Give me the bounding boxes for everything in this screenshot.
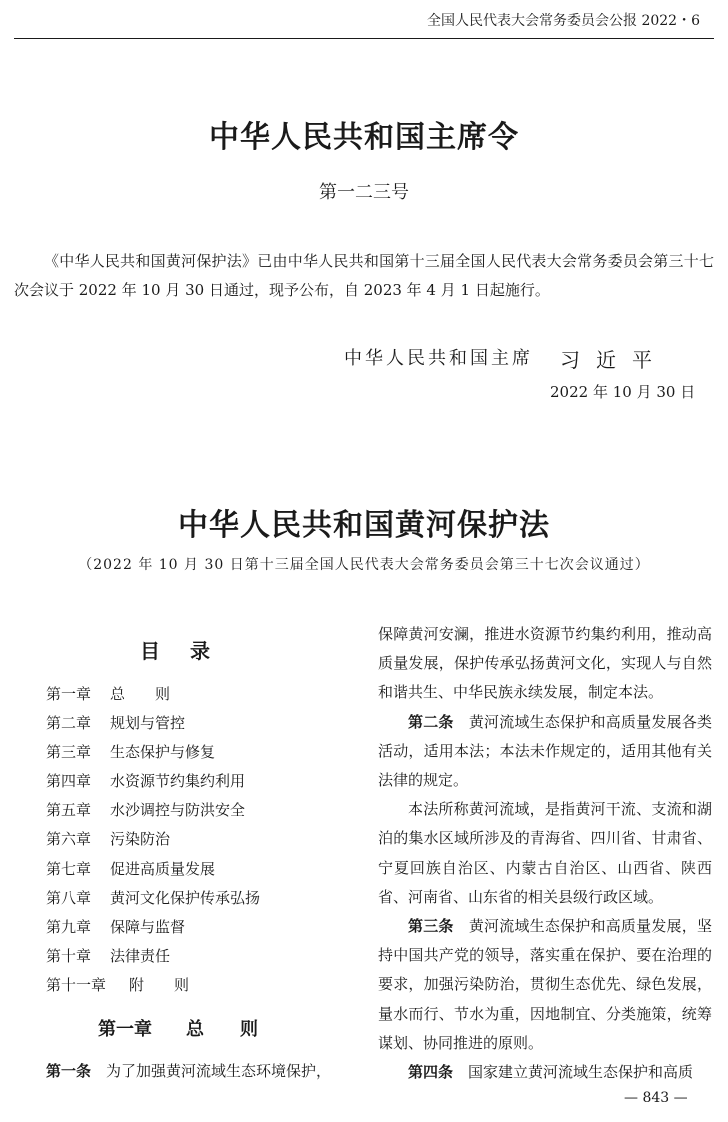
- article-text: 黄河流域生态保护和高质量发展各类活动，适用本法；本法未作规定的，适用其他有关法律的规定。: [378, 712, 712, 790]
- toc-name: 规划与管控: [110, 714, 186, 733]
- signatory-title: 中华人民共和国主席: [344, 348, 533, 369]
- article-1-start: [46, 1057, 376, 1086]
- toc-title: 目录: [140, 639, 240, 663]
- running-header: 全国人民代表大会常务委员会公报 2022・6: [427, 13, 700, 29]
- toc-name: 促进高质量发展: [110, 859, 216, 878]
- signatory-name: 习近平: [560, 348, 668, 372]
- order-date: 2022 年 10 月 30 日: [550, 383, 696, 401]
- toc-name: 法律责任: [110, 946, 171, 965]
- toc-chapter: 第九章: [46, 917, 92, 936]
- law-title: 中华人民共和国黄河保护法: [178, 508, 550, 543]
- toc-chapter: 第八章: [46, 888, 92, 907]
- order-body: 《中华人民共和国黄河保护法》已由中华人民共和国第十三届全国人民代表大会常务委员会第三十七次会议于 2022 年 10 月 30 日通过，现予公布，自 2023 年 4 月 1 日起施行。: [14, 252, 714, 299]
- article-label: 第二条: [408, 712, 454, 731]
- chapter-name: 总 则: [186, 1019, 258, 1040]
- toc-list: [46, 680, 260, 1000]
- header-rule: [14, 38, 714, 39]
- article-3: [378, 912, 712, 1058]
- page-number: — 843 —: [624, 1090, 688, 1106]
- article-2: [378, 708, 712, 796]
- toc-name: 保障与监督: [110, 917, 186, 936]
- toc-item: [46, 767, 260, 796]
- toc-chapter: 第二章: [46, 714, 92, 733]
- toc-item: [46, 709, 260, 738]
- order-title: 中华人民共和国主席令: [209, 120, 519, 155]
- toc-chapter: 第一章: [46, 685, 92, 703]
- toc-chapter: 第四章: [46, 772, 92, 791]
- article-text: 国家建立黄河流域生态保护和高质: [468, 1063, 694, 1082]
- toc-chapter: 第五章: [46, 801, 92, 820]
- article-label: 第四条: [408, 1063, 454, 1082]
- toc-item: [46, 971, 260, 1000]
- law-subtitle: （2022 年 10 月 30 日第十三届全国人民代表大会常务委员会第三十七次会议通过）: [78, 557, 650, 573]
- toc-item: [46, 738, 260, 767]
- toc-chapter: 第七章: [46, 859, 92, 878]
- right-column: [378, 620, 712, 1087]
- article-text: 为了加强黄河流域生态环境保护，: [106, 1062, 332, 1080]
- toc-item: [46, 855, 260, 884]
- toc-chapter: 第六章: [46, 830, 92, 849]
- article-1-continuation: 保障黄河安澜，推进水资源节约集约利用，推动高质量发展，保护传承弘扬黄河文化，实现人与自然和谐共生、中华民族永续发展，制定本法。: [378, 625, 712, 702]
- toc-item: [46, 796, 260, 825]
- toc-name: 水资源节约集约利用: [110, 772, 246, 791]
- toc-name: 总 则: [110, 685, 171, 703]
- toc-item: [46, 942, 260, 971]
- article-text: 黄河流域生态保护和高质量发展，坚持中国共产党的领导，落实重在保护、要在治理的要求，加强污染防治，贯彻生态优先、绿色发展，量水而行、节水为重，因地制宜、分类施策，统筹谋划、协同推进的原则。: [378, 917, 712, 1052]
- article-4-start: [378, 1058, 712, 1087]
- toc-item: [46, 825, 260, 854]
- toc-name: 黄河文化保护传承弘扬: [110, 888, 261, 907]
- article-label: 第三条: [408, 917, 454, 936]
- chapter-heading: [98, 1015, 258, 1041]
- chapter-label: 第一章: [98, 1019, 152, 1040]
- toc-chapter: 第三章: [46, 743, 92, 762]
- order-number: 第一二三号: [319, 182, 409, 203]
- article-2-para-2: 本法所称黄河流域，是指黄河干流、支流和湖泊的集水区域所涉及的青海省、四川省、甘肃省、宁夏回族自治区、内蒙古自治区、山西省、陕西省、河南省、山东省的相关县级行政区域。: [378, 800, 712, 906]
- toc-item: [46, 884, 260, 913]
- article-label: 第一条: [46, 1062, 92, 1080]
- toc-item: [46, 913, 260, 942]
- toc-name: 附 则: [129, 975, 190, 994]
- toc-name: 水沙调控与防洪安全: [110, 801, 246, 820]
- toc-chapter: 第十章: [46, 946, 92, 965]
- toc-name: 污染防治: [110, 830, 171, 849]
- toc-chapter: 第十一章: [46, 975, 107, 994]
- toc-name: 生态保护与修复: [110, 743, 216, 762]
- toc-item: [46, 680, 260, 709]
